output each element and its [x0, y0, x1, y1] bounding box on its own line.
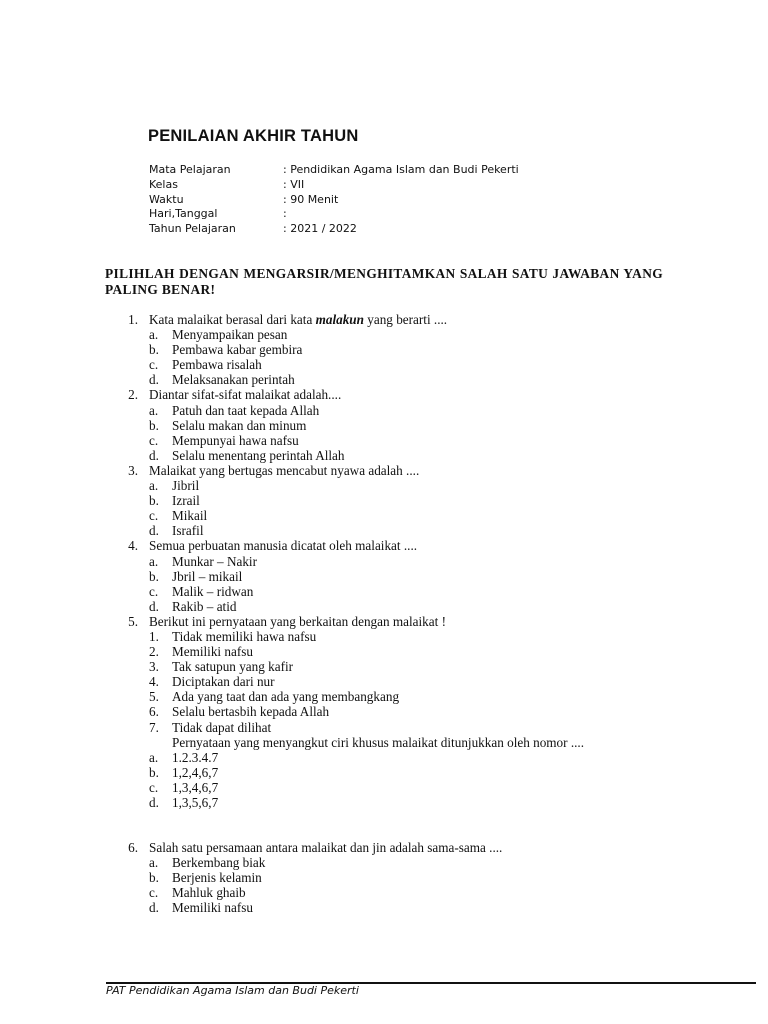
option-b: [0, 342, 768, 357]
option-letter: b.: [149, 417, 159, 433]
question-4: [0, 538, 768, 553]
option-d: [0, 599, 768, 614]
option-letter: b.: [149, 342, 159, 358]
question-text: Salah satu persamaan antara malaikat dan jin adalah sama-sama ....: [149, 840, 503, 856]
footer-text: PAT Pendidikan Agama Islam dan Budi Pekerti: [106, 984, 359, 997]
subtext-text: Pernyataan yang menyangkut ciri khusus malaikat ditunjukkan oleh nomor ....: [172, 734, 585, 750]
question-number: 3.: [128, 462, 138, 478]
exam-info: [149, 163, 519, 237]
info-row-subject: [149, 163, 519, 178]
option-text: 1,3,5,6,7: [172, 795, 219, 810]
option-c: [0, 433, 768, 448]
statement-number: 2.: [149, 644, 159, 660]
option-letter: b.: [149, 493, 159, 509]
statement-2: [0, 644, 768, 659]
option-b: [0, 870, 768, 885]
statement-text: Memiliki nafsu: [172, 644, 253, 660]
info-value: : Pendidikan Agama Islam dan Budi Pekerti: [283, 163, 519, 176]
question-3: [0, 463, 768, 478]
option-text: 1,2,4,6,7: [172, 764, 219, 780]
option-letter: a.: [149, 553, 159, 569]
option-text: Berjenis kelamin: [172, 870, 262, 886]
option-letter: d.: [149, 598, 159, 614]
option-d: [0, 448, 768, 463]
option-letter: a.: [149, 327, 159, 343]
option-text: Jibril: [172, 478, 200, 494]
option-letter: a.: [149, 402, 159, 418]
option-letter: c.: [149, 508, 159, 524]
option-b: [0, 418, 768, 433]
info-label: Hari,Tanggal: [149, 207, 218, 221]
option-b: [0, 569, 768, 584]
option-b: [0, 493, 768, 508]
option-text: Mempunyai hawa nafsu: [172, 432, 299, 448]
question-text-part: Kata malaikat berasal dari kata: [149, 312, 316, 327]
info-value: : 90 Menit: [283, 192, 339, 206]
option-text: Selalu makan dan minum: [172, 417, 307, 433]
option-text: Berkembang biak: [172, 855, 266, 871]
statement-text: Selalu bertasbih kepada Allah: [172, 704, 330, 720]
option-text: Mikail: [172, 508, 208, 524]
option-c: [0, 780, 768, 795]
statement-number: 7.: [149, 719, 159, 735]
statement-text: Tidak memiliki hawa nafsu: [172, 628, 317, 644]
option-c: [0, 885, 768, 900]
option-text: Jbril – mikail: [172, 568, 243, 584]
info-row-class: [149, 178, 519, 193]
statement-number: 4.: [149, 674, 159, 690]
question-text: Berikut ini pernyataan yang berkaitan dengan malaikat !: [149, 613, 446, 629]
option-text: Melaksanakan perintah: [172, 372, 295, 388]
statement-text: Tak satupun yang kafir: [172, 659, 294, 675]
option-c: [0, 508, 768, 523]
question-text: Malaikat yang bertugas mencabut nyawa adalah ....: [149, 462, 420, 478]
option-a: [0, 403, 768, 418]
question-number: 1.: [128, 312, 138, 327]
info-label: Waktu: [149, 192, 184, 206]
option-a: [0, 750, 768, 765]
option-letter: d.: [149, 447, 159, 463]
statement-text: Diciptakan dari nur: [172, 674, 275, 690]
option-text: Pembawa kabar gembira: [172, 342, 303, 358]
statement-4: [0, 674, 768, 689]
option-letter: c.: [149, 357, 159, 373]
info-label: Tahun Pelajaran: [149, 222, 236, 236]
question-number: 6.: [128, 840, 138, 856]
option-letter: a.: [149, 749, 159, 765]
question-number: 2.: [128, 387, 138, 403]
option-letter: c.: [149, 432, 159, 448]
statement-number: 1.: [149, 628, 159, 644]
statement-text: Ada yang taat dan ada yang membangkang: [172, 689, 400, 705]
option-letter: c.: [149, 885, 159, 901]
option-letter: b.: [149, 764, 159, 780]
option-letter: a.: [149, 478, 159, 494]
question-5: [0, 614, 768, 629]
option-letter: d.: [149, 523, 159, 539]
option-c: [0, 357, 768, 372]
statement-1: [0, 629, 768, 644]
info-label: Mata Pelajaran: [149, 163, 231, 176]
option-d: [0, 523, 768, 538]
info-row-year: [149, 222, 519, 237]
option-text: 1,3,4,6,7: [172, 779, 219, 795]
info-row-duration: [149, 193, 519, 208]
statement-6: [0, 704, 768, 719]
option-letter: a.: [149, 855, 159, 871]
question-6: [0, 840, 768, 855]
option-letter: c.: [149, 583, 159, 599]
option-letter: c.: [149, 779, 159, 795]
info-value: : VII: [283, 177, 305, 191]
option-text: 1.2.3.4.7: [172, 749, 219, 765]
statement-text: Tidak dapat dilihat: [172, 719, 272, 735]
option-d: [0, 372, 768, 387]
statement-5: [0, 689, 768, 704]
info-row-date: [149, 207, 519, 222]
option-letter: d.: [149, 900, 159, 916]
statement-number: 5.: [149, 689, 159, 705]
option-b: [0, 765, 768, 780]
question-subtext: [0, 735, 768, 750]
question-keyword: malakun: [315, 312, 364, 327]
option-letter: b.: [149, 568, 159, 584]
option-letter: d.: [149, 795, 159, 810]
question-text: [149, 312, 447, 327]
option-a: [0, 554, 768, 569]
info-value: : 2021 / 2022: [283, 222, 357, 236]
option-text: Munkar – Nakir: [172, 553, 257, 569]
option-a: [0, 855, 768, 870]
option-text: Memiliki nafsu: [172, 900, 253, 916]
option-text: Patuh dan taat kepada Allah: [172, 402, 320, 418]
question-number: 4.: [128, 538, 138, 554]
option-a: [0, 478, 768, 493]
question-text: Diantar sifat-sifat malaikat adalah....: [149, 387, 342, 403]
statement-3: [0, 659, 768, 674]
option-d: [0, 900, 768, 915]
question-text-part: yang berarti ....: [363, 312, 448, 327]
question-2: [0, 387, 768, 402]
question-text: Semua perbuatan manusia dicatat oleh malaikat ....: [149, 538, 418, 554]
option-a: [0, 327, 768, 342]
question-number: 5.: [128, 613, 138, 629]
option-text: Mahluk ghaib: [172, 885, 246, 901]
info-value: :: [283, 207, 287, 221]
option-text: Menyampaikan pesan: [172, 327, 288, 343]
option-c: [0, 584, 768, 599]
option-text: Malik – ridwan: [172, 583, 254, 599]
option-d: [0, 795, 768, 810]
option-text: Selalu menentang perintah Allah: [172, 447, 345, 463]
page-title: PENILAIAN AKHIR TAHUN: [148, 127, 359, 145]
option-letter: d.: [149, 372, 159, 388]
option-text: Pembawa risalah: [172, 357, 262, 373]
statement-7: [0, 720, 768, 735]
option-text: Rakib – atid: [172, 598, 237, 614]
spacer: [0, 810, 768, 840]
option-text: Izrail: [172, 493, 200, 509]
statement-number: 6.: [149, 704, 159, 720]
question-1: [0, 312, 768, 327]
info-label: Kelas: [149, 177, 178, 191]
option-text: Israfil: [172, 523, 204, 539]
instruction: PILIHLAH DENGAN MENGARSIR/MENGHITAMKAN SALAH SATU JAWABAN YANG PALING BENAR!: [105, 266, 663, 297]
statement-number: 3.: [149, 659, 159, 675]
option-letter: b.: [149, 870, 159, 886]
question-list: [0, 312, 768, 916]
